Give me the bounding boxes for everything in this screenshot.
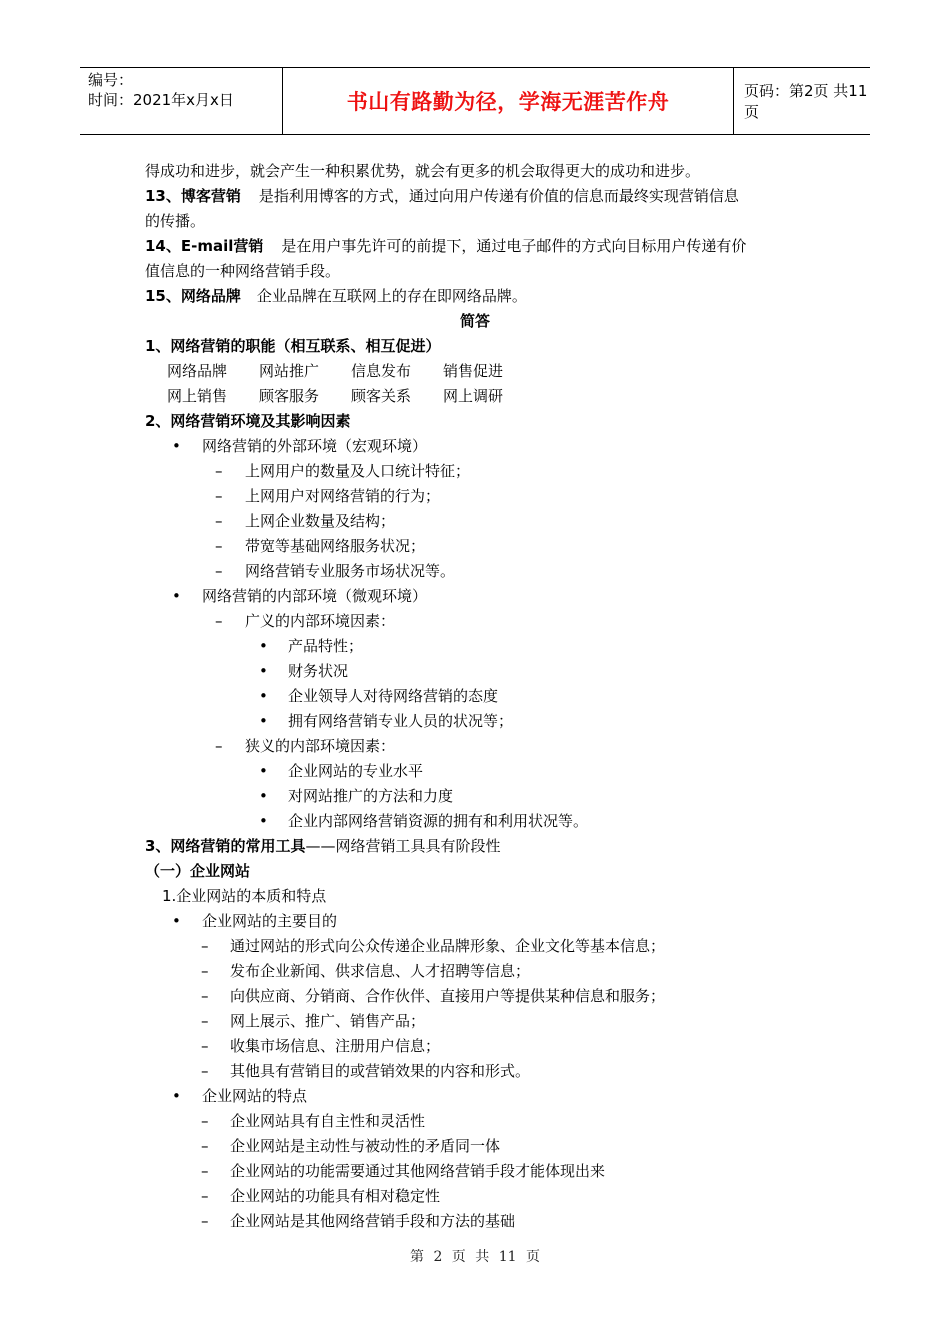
- dash-marker: –: [215, 537, 223, 555]
- list-item: [259, 661, 348, 681]
- bullet-marker: •: [259, 712, 268, 730]
- list-item-text: 企业网站具有自主性和灵活性: [230, 1112, 426, 1130]
- q2-external-text: 网络营销的外部环境（宏观环境）: [202, 437, 428, 455]
- q2-narrow-text: 狭义的内部环境因素：: [245, 737, 396, 755]
- item-15-term: 15、网络品牌: [145, 287, 241, 305]
- list-item-text: 网络营销专业服务市场状况等。: [245, 562, 456, 580]
- q3-title: [145, 836, 500, 856]
- list-item-text: 产品特性；: [288, 637, 364, 655]
- list-item: [215, 511, 395, 531]
- q1-functions-row-2: [167, 386, 503, 406]
- item-14: [145, 236, 746, 256]
- dash-marker: –: [201, 962, 209, 980]
- list-item: [215, 486, 440, 506]
- q3-title-rest: ——网络营销工具具有阶段性: [305, 837, 501, 855]
- list-item: [215, 536, 425, 556]
- list-item-text: 向供应商、分销商、合作伙伴、直接用户等提供某种信息和服务；: [230, 987, 666, 1005]
- q1-function: 信息发布: [351, 362, 412, 380]
- item-14-continued: 值信息的一种网络营销手段。: [145, 262, 341, 280]
- list-item: [259, 761, 423, 781]
- list-item: [215, 561, 455, 581]
- list-item: [201, 1211, 515, 1231]
- q2-external: [172, 436, 427, 456]
- item-15: [145, 286, 527, 306]
- q1-function: 网络品牌: [167, 362, 228, 380]
- dash-marker: –: [201, 1212, 209, 1230]
- q2-internal: [172, 586, 427, 606]
- q3-features-text: 企业网站的特点: [202, 1087, 308, 1105]
- q3-purpose: [172, 911, 337, 931]
- bullet-marker: •: [172, 437, 181, 455]
- list-item-text: 网上展示、推广、销售产品；: [230, 1012, 426, 1030]
- q3-title-bold: 3、网络营销的常用工具: [145, 837, 306, 855]
- dash-marker: –: [201, 937, 209, 955]
- bullet-marker: •: [259, 687, 268, 705]
- list-item: [201, 936, 665, 956]
- q2-title: [145, 411, 350, 431]
- list-item: [201, 1036, 440, 1056]
- list-item-text: 拥有网络营销专业人员的状况等；: [288, 712, 514, 730]
- list-item-text: 企业网站的专业水平: [288, 762, 424, 780]
- bullet-marker: •: [172, 912, 181, 930]
- list-item: [201, 1111, 425, 1131]
- q2-broad-text: 广义的内部环境因素：: [245, 612, 396, 630]
- list-item-text: 上网用户的数量及人口统计特征；: [245, 462, 471, 480]
- list-item-text: 发布企业新闻、供求信息、人才招聘等信息；: [230, 962, 531, 980]
- item-13-term: 13、博客营销: [145, 187, 241, 205]
- dash-marker: –: [215, 487, 223, 505]
- section-title: 简答: [459, 312, 490, 330]
- list-item-text: 带宽等基础网络服务状况；: [245, 537, 426, 555]
- bullet-marker: •: [259, 812, 268, 830]
- q1-function: 顾客服务: [259, 387, 320, 405]
- list-item-text: 其他具有营销目的或营销效果的内容和形式。: [230, 1062, 531, 1080]
- list-item-text: 上网企业数量及结构；: [245, 512, 396, 530]
- list-item: [201, 1186, 440, 1206]
- q2-narrow: [215, 736, 395, 756]
- list-item-text: 企业领导人对待网络营销的态度: [288, 687, 499, 705]
- intro-line: 得成功和进步，就会产生一种积累优势，就会有更多的机会取得更大的成功和进步。: [145, 162, 701, 180]
- item-13: [145, 186, 739, 206]
- list-item-text: 企业网站的功能需要通过其他网络营销手段才能体现出来: [230, 1162, 606, 1180]
- dash-marker: –: [201, 1137, 209, 1155]
- list-item-text: 企业内部网络营销资源的拥有和利用状况等。: [288, 812, 589, 830]
- dash-marker: –: [201, 1187, 209, 1205]
- dash-marker: –: [215, 737, 223, 755]
- list-item: [259, 811, 588, 831]
- bullet-marker: •: [259, 762, 268, 780]
- header-meta: [80, 68, 282, 134]
- bullet-marker: •: [172, 587, 181, 605]
- list-item-text: 上网用户对网络营销的行为；: [245, 487, 441, 505]
- list-item-text: 收集市场信息、注册用户信息；: [230, 1037, 441, 1055]
- q1-function: 网上调研: [443, 387, 504, 405]
- list-item: [201, 986, 665, 1006]
- item-15-text: 企业品牌在互联网上的存在即网络品牌。: [256, 287, 527, 305]
- header-motto-cell: [282, 68, 734, 134]
- dash-marker: –: [215, 462, 223, 480]
- list-item: [201, 1061, 530, 1081]
- q3-point-1: 1.企业网站的本质和特点: [162, 887, 327, 905]
- q3-subtitle: （一）企业网站: [145, 862, 251, 880]
- dash-marker: –: [201, 1037, 209, 1055]
- dash-marker: –: [215, 612, 223, 630]
- q1-function: 网站推广: [259, 362, 320, 380]
- list-item: [215, 461, 470, 481]
- q2-broad: [215, 611, 395, 631]
- dash-marker: –: [201, 1162, 209, 1180]
- document-number-label: 编号：: [88, 71, 134, 89]
- item-13-text: 是指利用博客的方式，通过向用户传递有价值的信息而最终实现营销信息: [258, 187, 739, 205]
- list-item-text: 企业网站是其他网络营销手段和方法的基础: [230, 1212, 516, 1230]
- item-13-continued: 的传播。: [145, 212, 206, 230]
- list-item: [259, 636, 363, 656]
- list-item: [259, 786, 453, 806]
- list-item-text: 企业网站的功能具有相对稳定性: [230, 1187, 441, 1205]
- q1-function: 顾客关系: [351, 387, 412, 405]
- q2-internal-text: 网络营销的内部环境（微观环境）: [202, 587, 428, 605]
- dash-marker: –: [201, 1012, 209, 1030]
- q1-functions-row-1: [167, 361, 503, 381]
- list-item-text: 通过网站的形式向公众传递企业品牌形象、企业文化等基本信息；: [230, 937, 666, 955]
- dash-marker: –: [201, 987, 209, 1005]
- q2-title-text: 2、网络营销环境及其影响因素: [145, 412, 351, 430]
- list-item: [201, 1136, 500, 1156]
- dash-marker: –: [201, 1062, 209, 1080]
- list-item-text: 对网站推广的方法和力度: [288, 787, 454, 805]
- bullet-marker: •: [172, 1087, 181, 1105]
- list-item: [201, 1011, 425, 1031]
- item-14-text: 是在用户事先许可的前提下，通过电子邮件的方式向目标用户传递有价: [281, 237, 747, 255]
- bullet-marker: •: [259, 637, 268, 655]
- page-header: [80, 67, 870, 135]
- item-14-term: 14、E-mail营销: [145, 237, 264, 255]
- list-item: [259, 711, 513, 731]
- q1-title: 1、网络营销的职能（相互联系、相互促进）: [145, 337, 441, 355]
- dash-marker: –: [215, 512, 223, 530]
- q3-purpose-text: 企业网站的主要目的: [202, 912, 338, 930]
- document-date: 时间：2021年x月x日: [88, 91, 234, 109]
- q3-features: [172, 1086, 307, 1106]
- q1-function: 网上销售: [167, 387, 228, 405]
- list-item: [201, 1161, 605, 1181]
- list-item-text: 财务状况: [288, 662, 349, 680]
- list-item: [259, 686, 498, 706]
- dash-marker: –: [215, 562, 223, 580]
- header-motto: 书山有路勤为径，学海无涯苦作舟: [346, 90, 670, 114]
- bullet-marker: •: [259, 662, 268, 680]
- page-footer: 第 2 页 共 11 页: [410, 1249, 540, 1265]
- list-item: [201, 961, 530, 981]
- bullet-marker: •: [259, 787, 268, 805]
- dash-marker: –: [201, 1112, 209, 1130]
- header-page-info: 页码：第2页 共11页: [744, 82, 868, 121]
- list-item-text: 企业网站是主动性与被动性的矛盾同一体: [230, 1137, 501, 1155]
- q1-function: 销售促进: [443, 362, 504, 380]
